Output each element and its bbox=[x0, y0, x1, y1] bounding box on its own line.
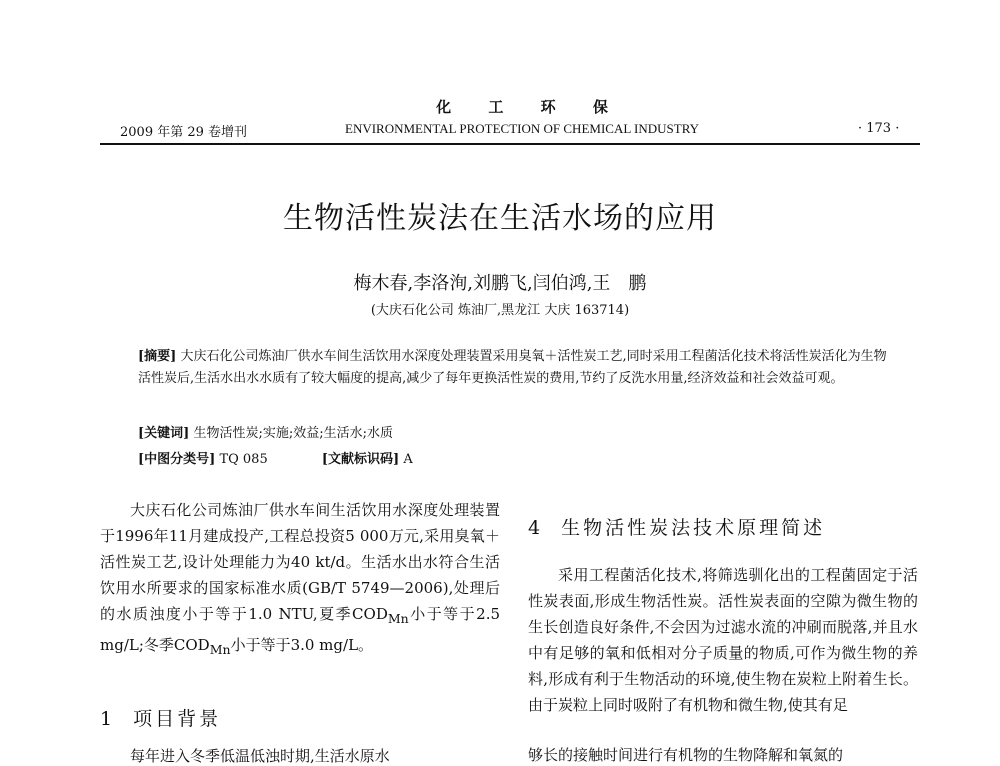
section-4-paragraph: 采用工程菌活化技术,将筛选驯化出的工程菌固定于活性炭表面,形成生物活性炭。活性炭表面的空隙为微生物的生长创造良好条件,不会因为过滤水流的冲刷而脱落,并且水中有足够的氧和低相对分子质量的物质,可作为微生物的养料,形成有利于生物活动的环境,使生物在炭粒上附着生长。由于炭粒上同时吸附了有机物和微生物,使其有足 bbox=[528, 566, 918, 714]
classification-line bbox=[138, 448, 413, 467]
clc-label: [中图分类号] bbox=[138, 452, 216, 467]
header-rule bbox=[100, 143, 920, 145]
right-column bbox=[528, 562, 918, 718]
keywords bbox=[138, 422, 393, 441]
journal-name-en: ENVIRONMENTAL PROTECTION OF CHEMICAL INDUSTRY bbox=[345, 121, 700, 136]
abstract-text: 大庆石化公司炼油厂供水车间生活饮用水深度处理装置采用臭氧＋活性炭工艺,同时采用工程菌活化技术将活性炭活化为生物活性炭后,生活水出水水质有了较大幅度的提高,减少了每年更换活性炭的费用,节约了反洗水用量,经济效益和社会效益可观。 bbox=[138, 349, 887, 386]
section-1-paragraph-start: 每年进入冬季低温低浊时期,生活水原水 bbox=[130, 747, 390, 765]
article-title: 生物活性炭法在生活水场的应用 bbox=[283, 201, 717, 236]
journal-name-cn: 化 工 环 保 bbox=[436, 98, 624, 116]
abstract-label: [摘要] bbox=[138, 349, 177, 364]
clc-code: TQ 085 bbox=[219, 452, 268, 467]
page-number: · 173 · bbox=[858, 121, 900, 136]
keywords-text: 生物活性炭;实施;效益;生活水;水质 bbox=[193, 426, 393, 441]
section-1-number: 1 bbox=[100, 708, 116, 730]
doc-code: A bbox=[403, 452, 413, 467]
keywords-label: [关键词] bbox=[138, 426, 190, 441]
section-1-title: 项目背景 bbox=[133, 708, 222, 730]
doc-code-label: [文献标识码] bbox=[321, 452, 400, 467]
left-column bbox=[100, 497, 500, 663]
section-4-paragraph-cut: 够长的接触时间进行有机物的生物降解和氧氮的 bbox=[528, 746, 844, 764]
affiliation: (大庆石化公司 炼油厂,黑龙江 大庆 163714) bbox=[370, 303, 630, 318]
section-4-number: 4 bbox=[528, 517, 544, 539]
section-4-heading bbox=[528, 513, 825, 540]
section-4-title: 生物活性炭法技术原理简述 bbox=[561, 517, 826, 539]
intro-paragraph: 大庆石化公司炼油厂供水车间生活饮用水深度处理装置于1996年11月建成投产,工程总投资5 000万元,采用臭氧＋活性炭工艺,设计处理能力为40 kt/d。生活水出水符合生活饮用水所要求的国家标准水质(GB/T 5749—2006),处理后的水质浊度小于等于1.0 NTU,夏季$COD_{Mn}$小于等于2.5 mg/L;冬季$COD_{Mn}$小于等于3.0 mg/L。 bbox=[100, 501, 501, 657]
abstract bbox=[138, 346, 898, 390]
issue-label: 2009 年第 29 卷增刊 bbox=[120, 125, 248, 140]
section-1-heading bbox=[100, 704, 221, 731]
authors: 梅木春,李洛洵,刘鹏飞,闫伯鸿,王 鹏 bbox=[353, 273, 647, 294]
